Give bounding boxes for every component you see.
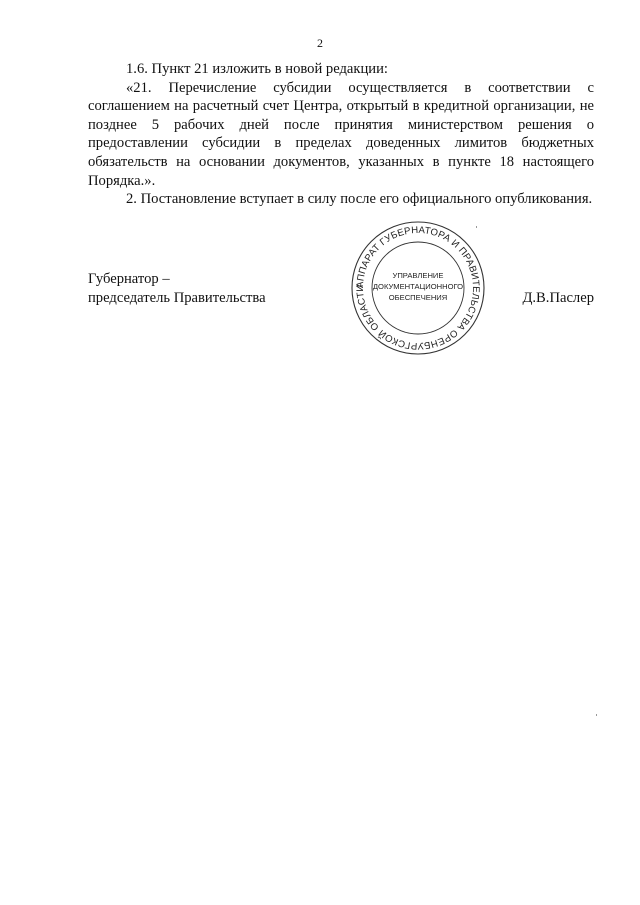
page-number: 2 xyxy=(317,36,323,50)
paragraph-amendment-intro: 1.6. Пункт 21 изложить в новой редакции: xyxy=(126,61,388,77)
seal-center-line2: ДОКУМЕНТАЦИОННОГО xyxy=(372,282,464,291)
paragraph-effective-clause: 2. Постановление вступает в силу после его официального опубликования. xyxy=(126,191,593,208)
signatory-position xyxy=(88,270,266,307)
paragraph-amendment-text: «21. Перечисление субсидии осуществляется в соответствии с соглашением на расчетный счет Центра, открытый в кредитной организации, не позднее 5 рабочих дней после принятия министерством решения о предоставлении субсидии в пределах доведенных лимитов бюджетных обязательств на основании документов, указанных в пункте 18 настоящего Порядка.». xyxy=(88,79,594,189)
document-body xyxy=(88,60,594,209)
scan-speck xyxy=(596,714,597,716)
official-seal xyxy=(348,218,488,358)
scan-speck xyxy=(476,226,477,228)
seal-center-line3: ОБЕСПЕЧЕНИЯ xyxy=(388,293,448,302)
signatory-position-line2: председатель Правительства xyxy=(88,289,266,306)
seal-ring-text: АППАРАТ ГУБЕРНАТОРА И ПРАВИТЕЛЬСТВА ОРЕНБУРГСКОЙ ОБЛАСТИ xyxy=(354,224,482,352)
seal-center-line1: УПРАВЛЕНИЕ xyxy=(392,271,444,280)
signatory-name: Д.В.Паслер xyxy=(522,290,594,306)
signatory-position-line1: Губернатор – xyxy=(88,271,170,287)
